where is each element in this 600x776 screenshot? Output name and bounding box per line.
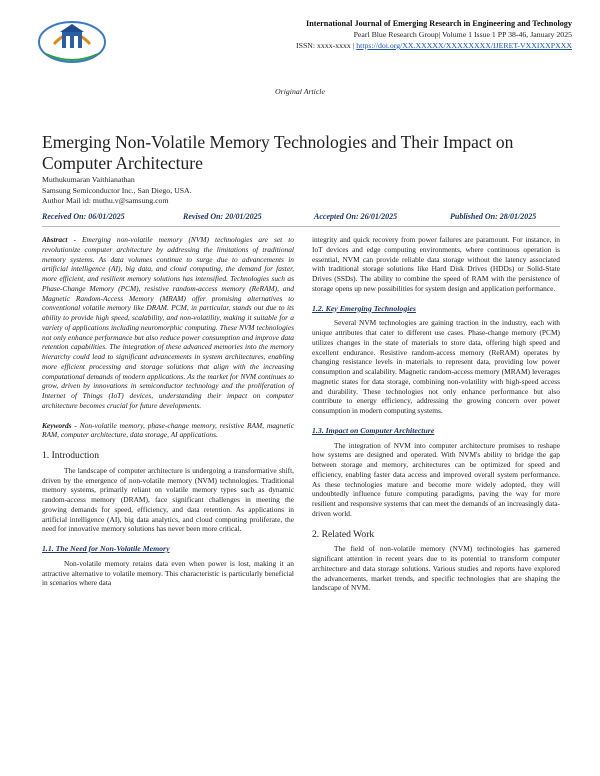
keywords-label: Keywords -: [42, 420, 77, 430]
abstract: [42, 235, 294, 411]
keywords-text: Non-volatile memory, phase-change memory, resistive RAM, magnetic RAM, computer architecture, data storage, AI applications.: [42, 420, 294, 440]
impact-paragraph: The integration of NVM into computer architecture promises to reshape how systems are designed and operated. With NVM's ability to bridge the gap between storage and memory, architectures can be optimized for speed and efficiency, enabling faster data access and improved overall system performance. As these technologies mature and become more widely adopted, they will undoubtedly influence future computing paradigms, paving the way for more resilient and responsive systems that can meet the demands of an increasingly data-driven world.: [312, 440, 560, 518]
related-work-paragraph: The field of non-volatile memory (NVM) technologies has garnered significant attention in recent years due to its potential to transform computer architecture and data storage solutions. Various studies and reports have explored the advancements, market trends, and specific technologies that are shaping the landscape of NVM.: [312, 544, 560, 593]
journal-name: International Journal of Emerging Research in Engineering and Technology: [306, 19, 572, 28]
issn: ISSN: xxxx-xxxx |: [296, 41, 355, 50]
author-name: Muthukumaran Vaithianathan: [42, 175, 135, 184]
author-email: Author Mail id: muthu.v@samsung.com: [42, 196, 169, 205]
journal-header: [242, 18, 572, 51]
key-technologies-paragraph: Several NVM technologies are gaining traction in the industry, each with unique attributes that cater to different use cases. Phase-change memory (PCM) utilizes changes in the state of materials to store data, offering high speed and excellent endurance. Resistive random-access memory (ReRAM) operates by changing resistance levels in materials to represent data, providing low power consumption and scalability. Magnetic random-access memory (MRAM) leverages magnetic states for data storage, combining non-volatility with high-speed access and durability. These technologies not only enhance performance but also contribute to energy efficiency, addressing the growing concern over power consumption in modern computing systems.: [312, 318, 560, 415]
subsection-heading-need: 1.1. The Need for Non-Volatile Memory: [42, 544, 170, 553]
publisher-line: Pearl Blue Research Group| Volume 1 Issue 1 PP 38-46, January 2025: [353, 30, 572, 39]
revised-date: Revised On: 20/01/2025: [183, 212, 262, 221]
accepted-date: Accepted On: 26/01/2025: [314, 212, 398, 221]
left-column: [42, 235, 294, 588]
doi-link[interactable]: https://doi.org/XX.XXXXX/XXXXXXXX/IJERET-VXXIXXPXXX: [356, 41, 572, 50]
author-block: [42, 175, 192, 207]
right-column: [312, 235, 560, 593]
need-paragraph: Non-volatile memory retains data even when power is lost, making it an attractive alternative to volatile memory. This characteristic is particularly beneficial in scenarios where data: [42, 558, 294, 588]
divider: [42, 226, 560, 227]
section-heading-related-work: 2. Related Work: [312, 528, 375, 540]
intro-paragraph: The landscape of computer architecture is undergoing a transformative shift, driven by the emergence of non-volatile memory (NVM) technologies. Traditional memory systems, primarily reliant on volatile memory types such as dynamic random-access memory (DRAM), face significant challenges in meeting the growing demands for speed, efficiency, and data retention. As applications in artificial intelligence (AI), big data analytics, and cloud computing proliferate, the need for innovative memory solutions has never been more critical.: [42, 465, 294, 534]
abstract-text: Emerging non-volatile memory (NVM) technologies are set to revolutionize computer architecture by addressing the limitations of traditional memory systems. As data volumes continue to surge due to advancements in artificial intelligence (AI), big data, and cloud computing, the demand for faster, more efficient, and resilient memory solutions has intensified. Technologies such as Phase-Change Memory (PCM), resistive random-access memory (ReRAM), and Magnetic Random-Access Memory (MRAM) offer promising alternatives to conventional volatile memory like DRAM. PCM, in particular, stands out due to its ability to provide high speed, scalability, and non-volatility, making it suitable for a variety of applications including neuromorphic computing. These NVM technologies not only enhance performance but also reduce power consumption and improve data retention capabilities. The integration of these advanced memories into the memory hierarchy could lead to significant advancements in system architectures, enabling more efficient processing and storage solutions that align with the increasing computational demands of modern applications. As the market for NVM continues to grow, driven by innovations in semiconductor technology and the proliferation of Internet of Things (IoT) devices, understanding their impact on computer architecture becomes crucial for future developments.: [42, 235, 294, 410]
subsection-heading-key-technologies: 1.2. Key Emerging Technologies: [312, 303, 416, 313]
abstract-label: Abstract -: [42, 235, 76, 244]
published-date: Published On: 28/01/2025: [450, 212, 537, 221]
article-type: Original Article: [275, 87, 325, 96]
keywords: [42, 421, 294, 441]
journal-logo: [36, 14, 108, 66]
author-affiliation: Samsung Semiconductor Inc., San Diego, USA.: [42, 185, 192, 195]
need-paragraph-continued: integrity and quick recovery from power failures are paramount. For instance, in IoT devices and edge computing environments, where continuous operation is essential, NVM can provide reliable data storage without the latency associated with traditional storage solutions like Hard Disk Drives (HDDs) or Solid-State Drives (SSDs). The ability to combine the speed of RAM with the persistence of storage opens up new possibilities for system design and application performance.: [312, 235, 560, 293]
received-date: Received On: 06/01/2025: [42, 212, 125, 221]
paper-title: Emerging Non-Volatile Memory Technologies and Their Impact on Computer Architecture: [42, 132, 514, 173]
section-heading-introduction: 1. Introduction: [42, 450, 100, 461]
subsection-heading-impact: 1.3. Impact on Computer Architecture: [312, 425, 435, 435]
